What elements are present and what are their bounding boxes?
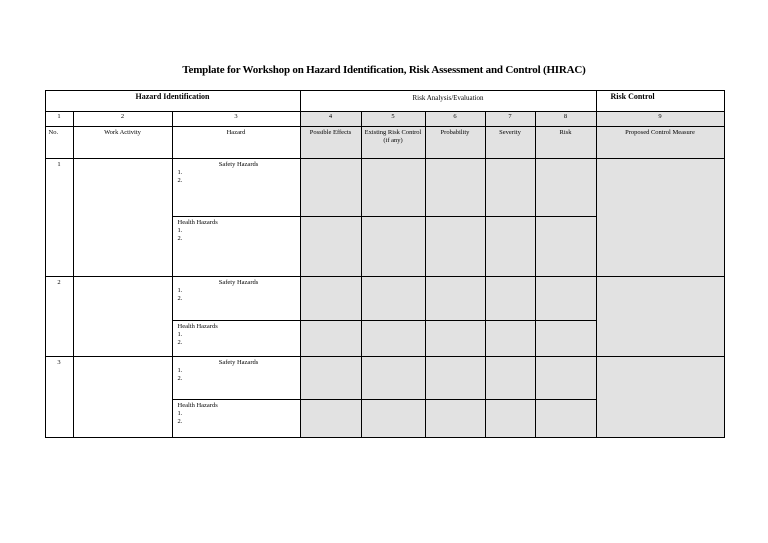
proposed-control-cell xyxy=(596,356,725,438)
health-hazard-item: 1. xyxy=(177,226,183,234)
health-hazards-label: Health Hazards xyxy=(177,322,218,330)
column-header-risk: Risk xyxy=(535,126,597,159)
risk-analysis-cell xyxy=(361,216,426,277)
risk-analysis-cell xyxy=(485,158,536,217)
risk-analysis-cell xyxy=(485,216,536,277)
work-activity-cell xyxy=(73,356,173,438)
column-header-probability: Probability xyxy=(425,126,486,159)
column-header-severity: Severity xyxy=(485,126,536,159)
risk-analysis-cell xyxy=(300,356,362,400)
risk-analysis-cell xyxy=(485,276,536,321)
risk-analysis-cell xyxy=(425,216,486,277)
risk-analysis-cell xyxy=(535,399,597,438)
hazard-cell-safety xyxy=(172,276,301,321)
work-activity-cell xyxy=(73,276,173,357)
column-number-4: 4 xyxy=(300,111,362,127)
risk-analysis-cell xyxy=(425,356,486,400)
hazard-cell-health xyxy=(172,216,301,277)
hazard-cell-safety xyxy=(172,356,301,400)
work-activity-cell xyxy=(73,158,173,277)
risk-analysis-cell xyxy=(535,216,597,277)
risk-analysis-cell xyxy=(300,216,362,277)
safety-hazard-item: 2. xyxy=(177,374,183,382)
column-header-work-activity: Work Activity xyxy=(73,126,173,159)
safety-hazard-item: 1. xyxy=(177,168,183,176)
risk-analysis-cell xyxy=(300,399,362,438)
risk-analysis-cell xyxy=(425,399,486,438)
column-number-1: 1 xyxy=(45,111,74,127)
section-hazard-identification: Hazard Identification xyxy=(45,90,301,112)
health-hazard-item: 1. xyxy=(177,409,183,417)
column-number-8: 8 xyxy=(535,111,597,127)
row-number: 1 xyxy=(45,158,74,277)
risk-analysis-cell xyxy=(535,158,597,217)
hazard-cell-safety xyxy=(172,158,301,217)
risk-analysis-cell xyxy=(535,276,597,321)
health-hazards-label: Health Hazards xyxy=(177,401,218,409)
row-number: 2 xyxy=(45,276,74,357)
hirac-table xyxy=(45,90,724,437)
column-header-hazard: Hazard xyxy=(172,126,301,159)
safety-hazards-label: Safety Hazards xyxy=(218,160,259,168)
column-header-no: No. xyxy=(45,126,74,159)
health-hazard-item: 1. xyxy=(177,330,183,338)
column-header-proposed-control: Proposed Control Measure xyxy=(596,126,725,159)
health-hazards-label: Health Hazards xyxy=(177,218,218,226)
column-header-existing-control: Existing Risk Control (if any) xyxy=(361,126,426,159)
safety-hazard-item: 2. xyxy=(177,294,183,302)
safety-hazards-label: Safety Hazards xyxy=(218,358,259,366)
section-risk-analysis: Risk Analysis/Evaluation xyxy=(300,90,597,112)
risk-analysis-cell xyxy=(300,320,362,357)
risk-analysis-cell xyxy=(361,356,426,400)
column-number-5: 5 xyxy=(361,111,426,127)
safety-hazard-item: 1. xyxy=(177,366,183,374)
column-number-6: 6 xyxy=(425,111,486,127)
risk-analysis-cell xyxy=(485,399,536,438)
health-hazard-item: 2. xyxy=(177,338,183,346)
risk-analysis-cell xyxy=(485,356,536,400)
hazard-cell-health xyxy=(172,399,301,438)
risk-analysis-cell xyxy=(361,320,426,357)
safety-hazard-item: 2. xyxy=(177,176,183,184)
risk-analysis-cell xyxy=(425,158,486,217)
risk-analysis-cell xyxy=(300,158,362,217)
column-header-possible-effects: Possible Effects xyxy=(300,126,362,159)
risk-analysis-cell xyxy=(425,320,486,357)
health-hazard-item: 2. xyxy=(177,234,183,242)
page-title: Template for Workshop on Hazard Identification, Risk Assessment and Control (HIRAC) xyxy=(182,64,586,76)
health-hazard-item: 2. xyxy=(177,417,183,425)
column-number-3: 3 xyxy=(172,111,301,127)
risk-analysis-cell xyxy=(535,320,597,357)
safety-hazard-item: 1. xyxy=(177,286,183,294)
row-number: 3 xyxy=(45,356,74,438)
proposed-control-cell xyxy=(596,276,725,357)
proposed-control-cell xyxy=(596,158,725,277)
risk-analysis-cell xyxy=(361,276,426,321)
risk-analysis-cell xyxy=(485,320,536,357)
column-number-7: 7 xyxy=(485,111,536,127)
risk-analysis-cell xyxy=(300,276,362,321)
column-number-9: 9 xyxy=(596,111,725,127)
risk-analysis-cell xyxy=(535,356,597,400)
safety-hazards-label: Safety Hazards xyxy=(218,278,259,286)
risk-analysis-cell xyxy=(361,399,426,438)
risk-analysis-cell xyxy=(425,276,486,321)
column-number-2: 2 xyxy=(73,111,173,127)
risk-analysis-cell xyxy=(361,158,426,217)
section-risk-control: Risk Control xyxy=(596,90,725,112)
hazard-cell-health xyxy=(172,320,301,357)
